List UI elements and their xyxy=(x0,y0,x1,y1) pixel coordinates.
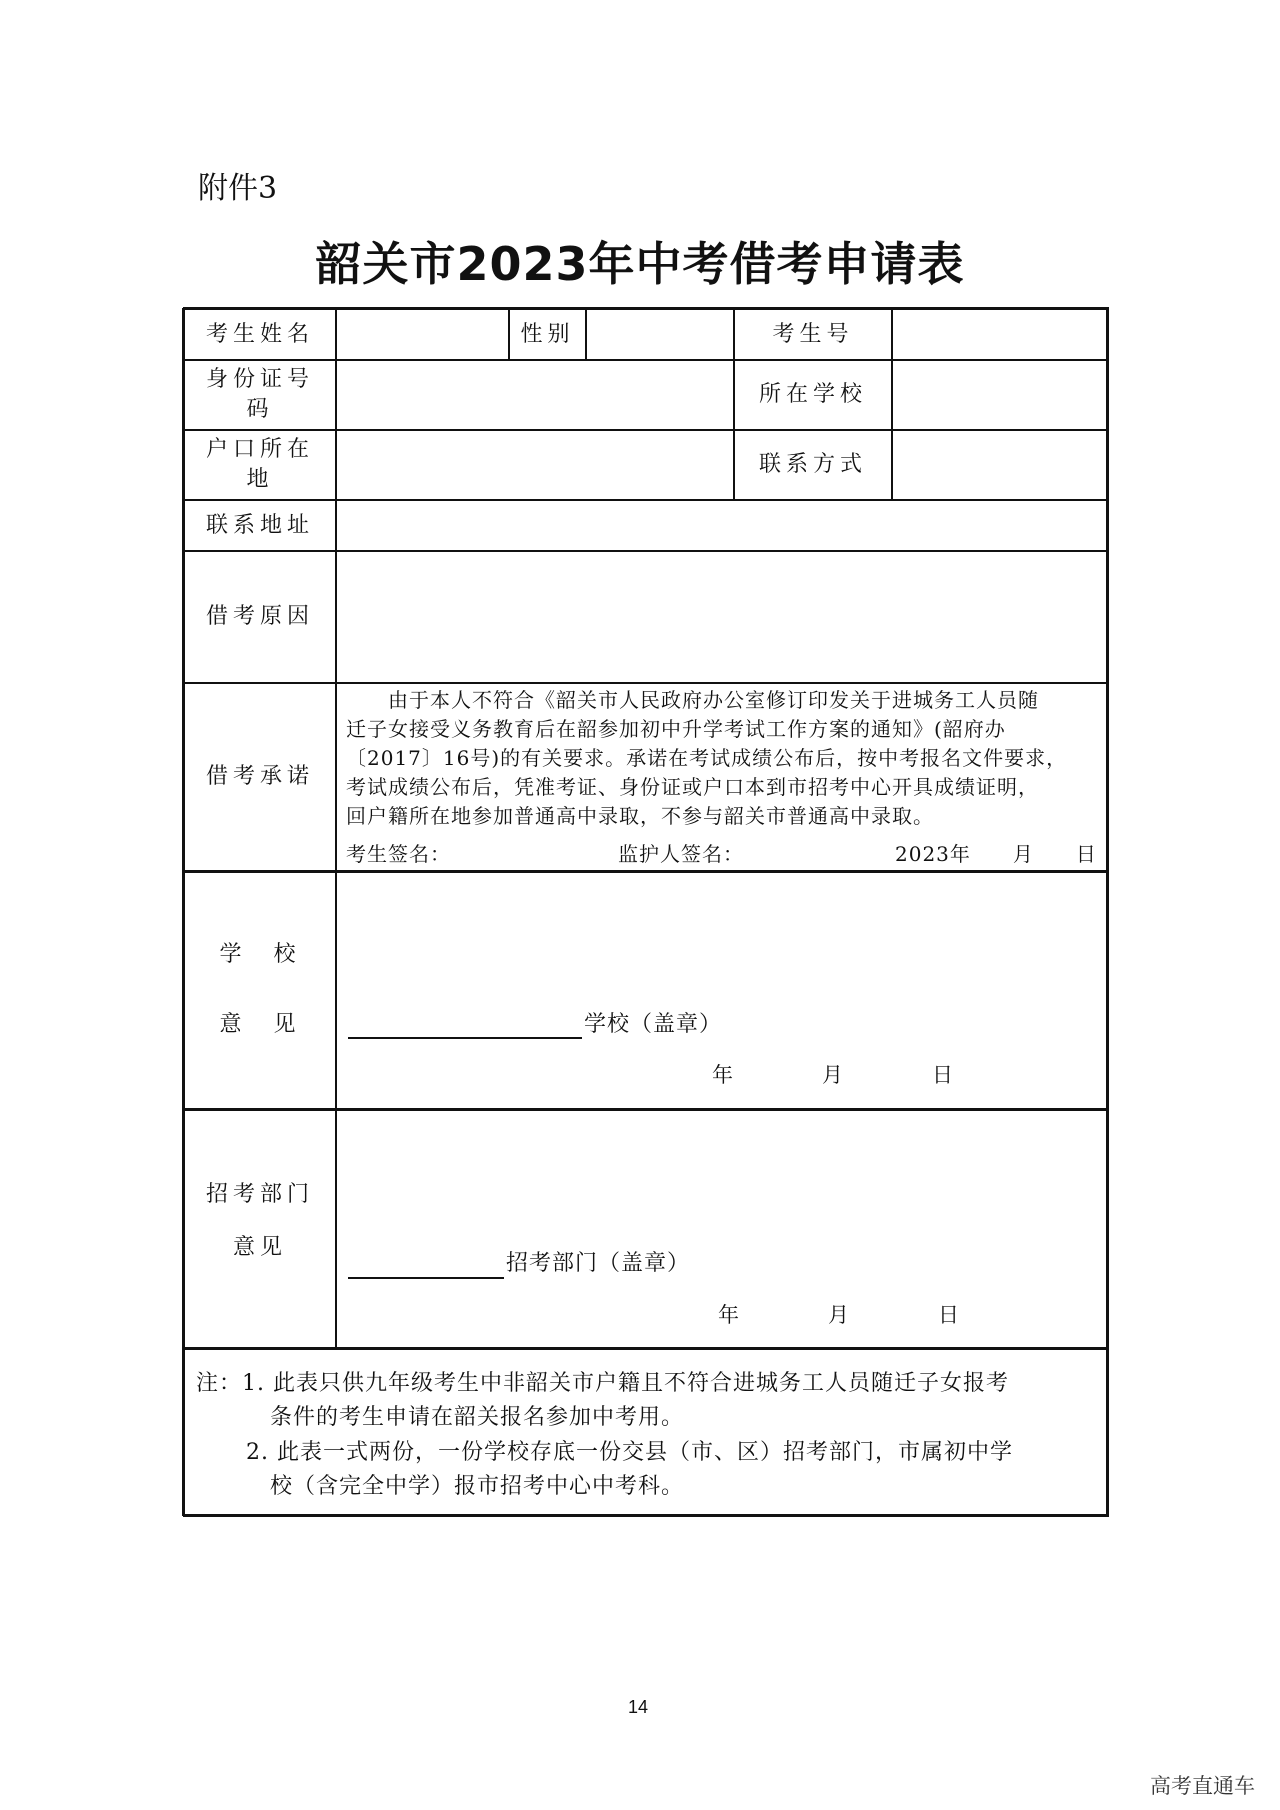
attachment-label: 附件3 xyxy=(198,171,278,206)
school-stamp-label: 学校（盖章） xyxy=(584,1012,723,1037)
watermark: 高考直通车 xyxy=(1150,1774,1255,1798)
label-name: 考生姓名 xyxy=(205,321,314,347)
note-line: 校（含完全中学）报市招考中心中考科。 xyxy=(270,1474,685,1499)
school-date: 年 月 日 xyxy=(712,1063,954,1087)
input-name[interactable] xyxy=(337,310,508,359)
input-contact[interactable] xyxy=(893,431,1106,499)
input-school[interactable] xyxy=(893,361,1106,429)
label-contact: 联系方式 xyxy=(758,452,867,477)
label-school-opinion-2: 意 见 xyxy=(219,1012,301,1037)
input-gender[interactable] xyxy=(587,310,733,359)
label-commitment: 借考承诺 xyxy=(205,764,314,789)
commitment-line: 由于本人不符合《韶关市人民政府办公室修订印发关于进城务工人员随 xyxy=(346,688,1039,712)
label-dept-opinion-2: 意见 xyxy=(232,1235,287,1260)
input-reason[interactable] xyxy=(337,552,1106,682)
commitment-date: 2023年 月 日 xyxy=(895,842,1097,866)
dept-stamp-label: 招考部门（盖章） xyxy=(506,1251,691,1276)
label-reason: 借考原因 xyxy=(205,604,314,629)
dept-date: 年 月 日 xyxy=(718,1303,960,1327)
input-address[interactable] xyxy=(337,501,1106,550)
input-exam-no[interactable] xyxy=(893,310,1106,359)
input-id-no[interactable] xyxy=(337,361,733,429)
note-line: 条件的考生申请在韶关报名参加中考用。 xyxy=(270,1405,685,1430)
guardian-signature-label: 监护人签名： xyxy=(618,842,744,866)
label-exam-no: 考生号 xyxy=(772,321,854,347)
label-dept-opinion: 招考部门 xyxy=(205,1182,314,1207)
commitment-line: 回户籍所在地参加普通高中录取，不参与韶关市普通高中录取。 xyxy=(346,804,934,828)
note-line: 2. 此表一式两份，一份学校存底一份交县（市、区）招考部门，市属初中学 xyxy=(246,1440,1013,1465)
label-id-no: 身份证号码 xyxy=(205,367,314,422)
page-number: 14 xyxy=(628,1697,649,1717)
form-title: 韶关市2023年中考借考申请表 xyxy=(315,237,965,291)
label-school-opinion: 学 校 xyxy=(219,942,301,967)
label-hukou: 户口所在地 xyxy=(205,437,314,492)
student-signature-label: 考生签名： xyxy=(346,842,451,866)
commitment-line: 〔2017〕16号)的有关要求。承诺在考试成绩公布后，按中考报名文件要求， xyxy=(346,746,1068,770)
input-hukou[interactable] xyxy=(337,431,733,499)
label-gender: 性别 xyxy=(520,321,575,347)
label-school: 所在学校 xyxy=(758,382,867,407)
commitment-line: 迁子女接受义务教育后在韶参加初中升学考试工作方案的通知》(韶府办 xyxy=(346,717,1006,741)
dept-signature-line xyxy=(348,1277,504,1279)
label-address: 联系地址 xyxy=(205,512,314,538)
note-line: 注：1. 此表只供九年级考生中非韶关市户籍且不符合进城务工人员随迁子女报考 xyxy=(196,1371,1009,1396)
school-signature-line xyxy=(348,1037,582,1039)
commitment-line: 考试成绩公布后，凭准考证、身份证或户口本到市招考中心开具成绩证明， xyxy=(346,775,1039,799)
